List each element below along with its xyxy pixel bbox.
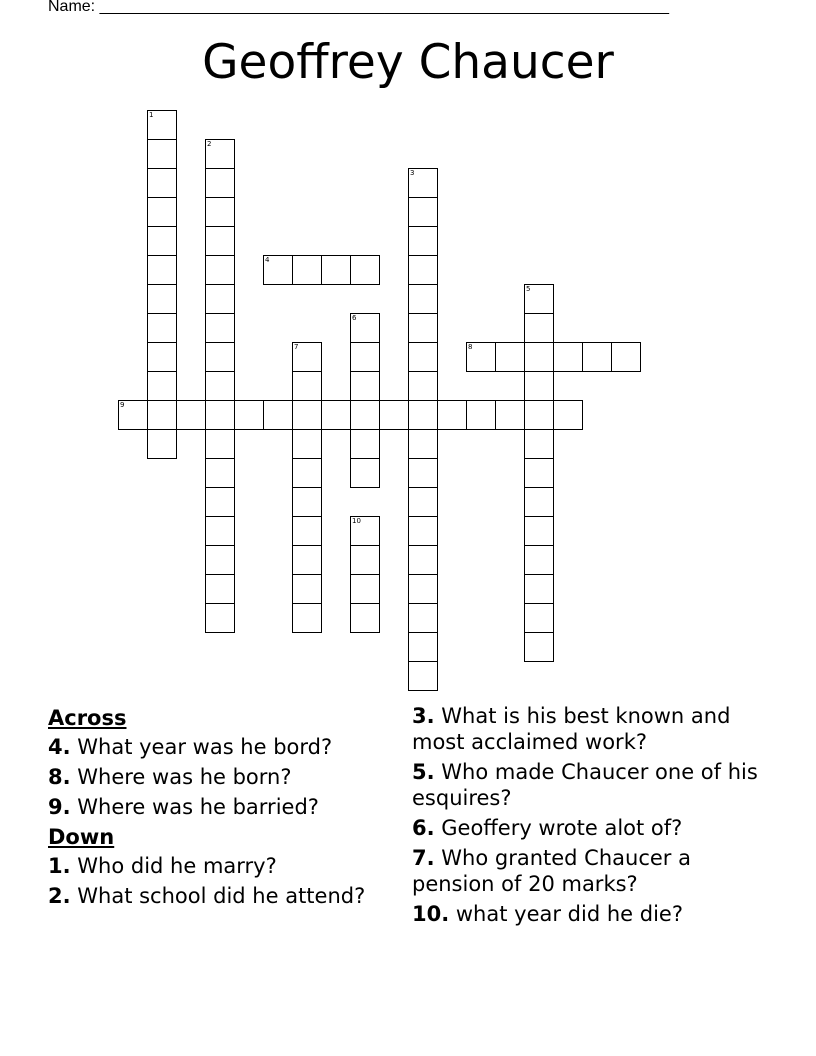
grid-cell[interactable] [437,400,467,430]
clue-text: What is his best known and most acclaimed work? [412,704,731,754]
clue-number: 1. [48,854,71,878]
grid-cell[interactable] [408,371,438,401]
grid-cell[interactable] [205,516,235,546]
clue-text: What school did he attend? [70,884,366,908]
grid-cell[interactable] [350,574,380,604]
grid-cell[interactable] [408,487,438,517]
down-heading: Down [48,825,115,849]
grid-cell[interactable] [205,197,235,227]
clue-number: 3. [412,704,435,728]
grid-cell[interactable] [524,371,554,401]
grid-cell[interactable] [147,226,177,256]
grid-cell[interactable] [292,574,322,604]
grid-cell[interactable] [408,342,438,372]
grid-cell[interactable] [147,168,177,198]
grid-cell[interactable] [524,574,554,604]
grid-cell[interactable] [408,400,438,430]
grid-cell[interactable] [408,516,438,546]
grid-cell[interactable] [408,226,438,256]
grid-cell[interactable] [350,255,380,285]
grid-cell[interactable] [408,603,438,633]
page-title: Geoffrey Chaucer [202,35,614,90]
grid-cell[interactable] [553,342,583,372]
clue-across-8 [48,764,393,790]
grid-cell[interactable] [147,371,177,401]
grid-cell[interactable] [553,400,583,430]
clue-text: Who made Chaucer one of his esquires? [412,760,758,810]
grid-cell[interactable] [524,429,554,459]
clue-number: 8. [48,765,71,789]
grid-cell[interactable] [205,545,235,575]
grid-cell[interactable] [205,574,235,604]
grid-cell[interactable] [350,313,380,343]
grid-cell[interactable] [147,197,177,227]
clue-down-3 [412,703,762,755]
grid-cell[interactable] [147,400,177,430]
grid-cell[interactable] [408,429,438,459]
grid-cell[interactable] [263,400,293,430]
grid-cell[interactable] [205,313,235,343]
grid-cell[interactable] [379,400,409,430]
grid-cell[interactable] [292,516,322,546]
cell-number: 4 [265,256,270,264]
clue-text: Where was he barried? [70,795,319,819]
clue-text: Geoffery wrote alot of? [434,816,683,840]
clue-number: 4. [48,735,71,759]
grid-cell[interactable] [408,197,438,227]
grid-cell[interactable] [205,371,235,401]
grid-cell[interactable] [292,603,322,633]
cell-number: 3 [410,169,415,177]
grid-cell[interactable] [205,400,235,430]
grid-cell[interactable] [408,255,438,285]
clue-number: 10. [412,902,450,926]
grid-cell[interactable] [408,632,438,662]
grid-cell[interactable] [408,545,438,575]
clue-number: 9. [48,795,71,819]
clue-text: Who granted Chaucer a pension of 20 marks? [412,846,691,896]
grid-cell[interactable] [292,487,322,517]
grid-cell[interactable] [118,400,148,430]
grid-cell[interactable] [524,400,554,430]
grid-cell[interactable] [582,342,612,372]
grid-cell[interactable] [234,400,264,430]
grid-cell[interactable] [524,516,554,546]
grid-cell[interactable] [524,632,554,662]
grid-cell[interactable] [408,661,438,691]
grid-cell[interactable] [205,603,235,633]
clue-number: 5. [412,760,435,784]
grid-cell[interactable] [147,342,177,372]
grid-cell[interactable] [524,603,554,633]
grid-cell[interactable] [292,400,322,430]
grid-cell[interactable] [263,255,293,285]
grid-cell[interactable] [350,603,380,633]
cell-number: 2 [207,140,212,148]
grid-cell[interactable] [350,342,380,372]
grid-cell[interactable] [524,313,554,343]
grid-cell[interactable] [292,371,322,401]
grid-cell[interactable] [147,284,177,314]
clues-left-column [48,703,393,913]
cell-number: 6 [352,314,357,322]
grid-cell[interactable] [408,313,438,343]
name-field[interactable]: Name: ________________________________________________________________ [48,0,670,15]
clue-down-6 [412,815,762,841]
grid-cell[interactable] [147,429,177,459]
clue-text: Who did he marry? [70,854,277,878]
grid-cell[interactable] [147,139,177,169]
grid-cell[interactable] [205,429,235,459]
grid-cell[interactable] [408,574,438,604]
clue-number: 7. [412,846,435,870]
grid-cell[interactable] [147,110,177,140]
grid-cell[interactable] [147,255,177,285]
grid-cell[interactable] [408,284,438,314]
grid-cell[interactable] [466,400,496,430]
cell-number: 7 [294,343,299,351]
clues-right-column [412,703,762,931]
grid-cell[interactable] [524,284,554,314]
grid-cell[interactable] [408,458,438,488]
grid-cell[interactable] [611,342,641,372]
grid-cell[interactable] [495,400,525,430]
grid-cell[interactable] [205,255,235,285]
grid-cell[interactable] [350,400,380,430]
grid-cell[interactable] [321,400,351,430]
grid-cell[interactable] [408,168,438,198]
clue-text: What year was he bord? [70,735,333,759]
grid-cell[interactable] [466,342,496,372]
cell-number: 10 [352,517,361,525]
clue-down-1 [48,853,393,879]
grid-cell[interactable] [292,429,322,459]
grid-cell[interactable] [205,342,235,372]
grid-cell[interactable] [350,458,380,488]
grid-cell[interactable] [350,545,380,575]
grid-cell[interactable] [205,487,235,517]
grid-cell[interactable] [524,545,554,575]
grid-cell[interactable] [292,255,322,285]
clue-text: what year did he die? [449,902,683,926]
grid-cell[interactable] [292,545,322,575]
clue-across-9 [48,794,393,820]
across-heading: Across [48,706,127,730]
grid-cell[interactable] [147,313,177,343]
grid-cell[interactable] [205,168,235,198]
grid-cell[interactable] [176,400,206,430]
clue-down-10 [412,901,762,927]
clue-number: 6. [412,816,435,840]
grid-cell[interactable] [205,284,235,314]
clue-number: 2. [48,884,71,908]
cell-number: 8 [468,343,473,351]
grid-cell[interactable] [495,342,525,372]
grid-cell[interactable] [350,371,380,401]
grid-cell[interactable] [350,516,380,546]
grid-cell[interactable] [524,487,554,517]
grid-cell[interactable] [350,429,380,459]
clue-down-7 [412,845,762,897]
grid-cell[interactable] [321,255,351,285]
cell-number: 5 [526,285,531,293]
grid-cell[interactable] [205,139,235,169]
grid-cell[interactable] [524,342,554,372]
grid-cell[interactable] [524,458,554,488]
cell-number: 1 [149,111,154,119]
grid-cell[interactable] [292,342,322,372]
grid-cell[interactable] [292,458,322,488]
grid-cell[interactable] [205,226,235,256]
cell-number: 9 [120,401,125,409]
clue-down-5 [412,759,762,811]
clue-across-4 [48,734,393,760]
grid-cell[interactable] [205,458,235,488]
clue-text: Where was he born? [70,765,292,789]
clue-down-2 [48,883,393,909]
